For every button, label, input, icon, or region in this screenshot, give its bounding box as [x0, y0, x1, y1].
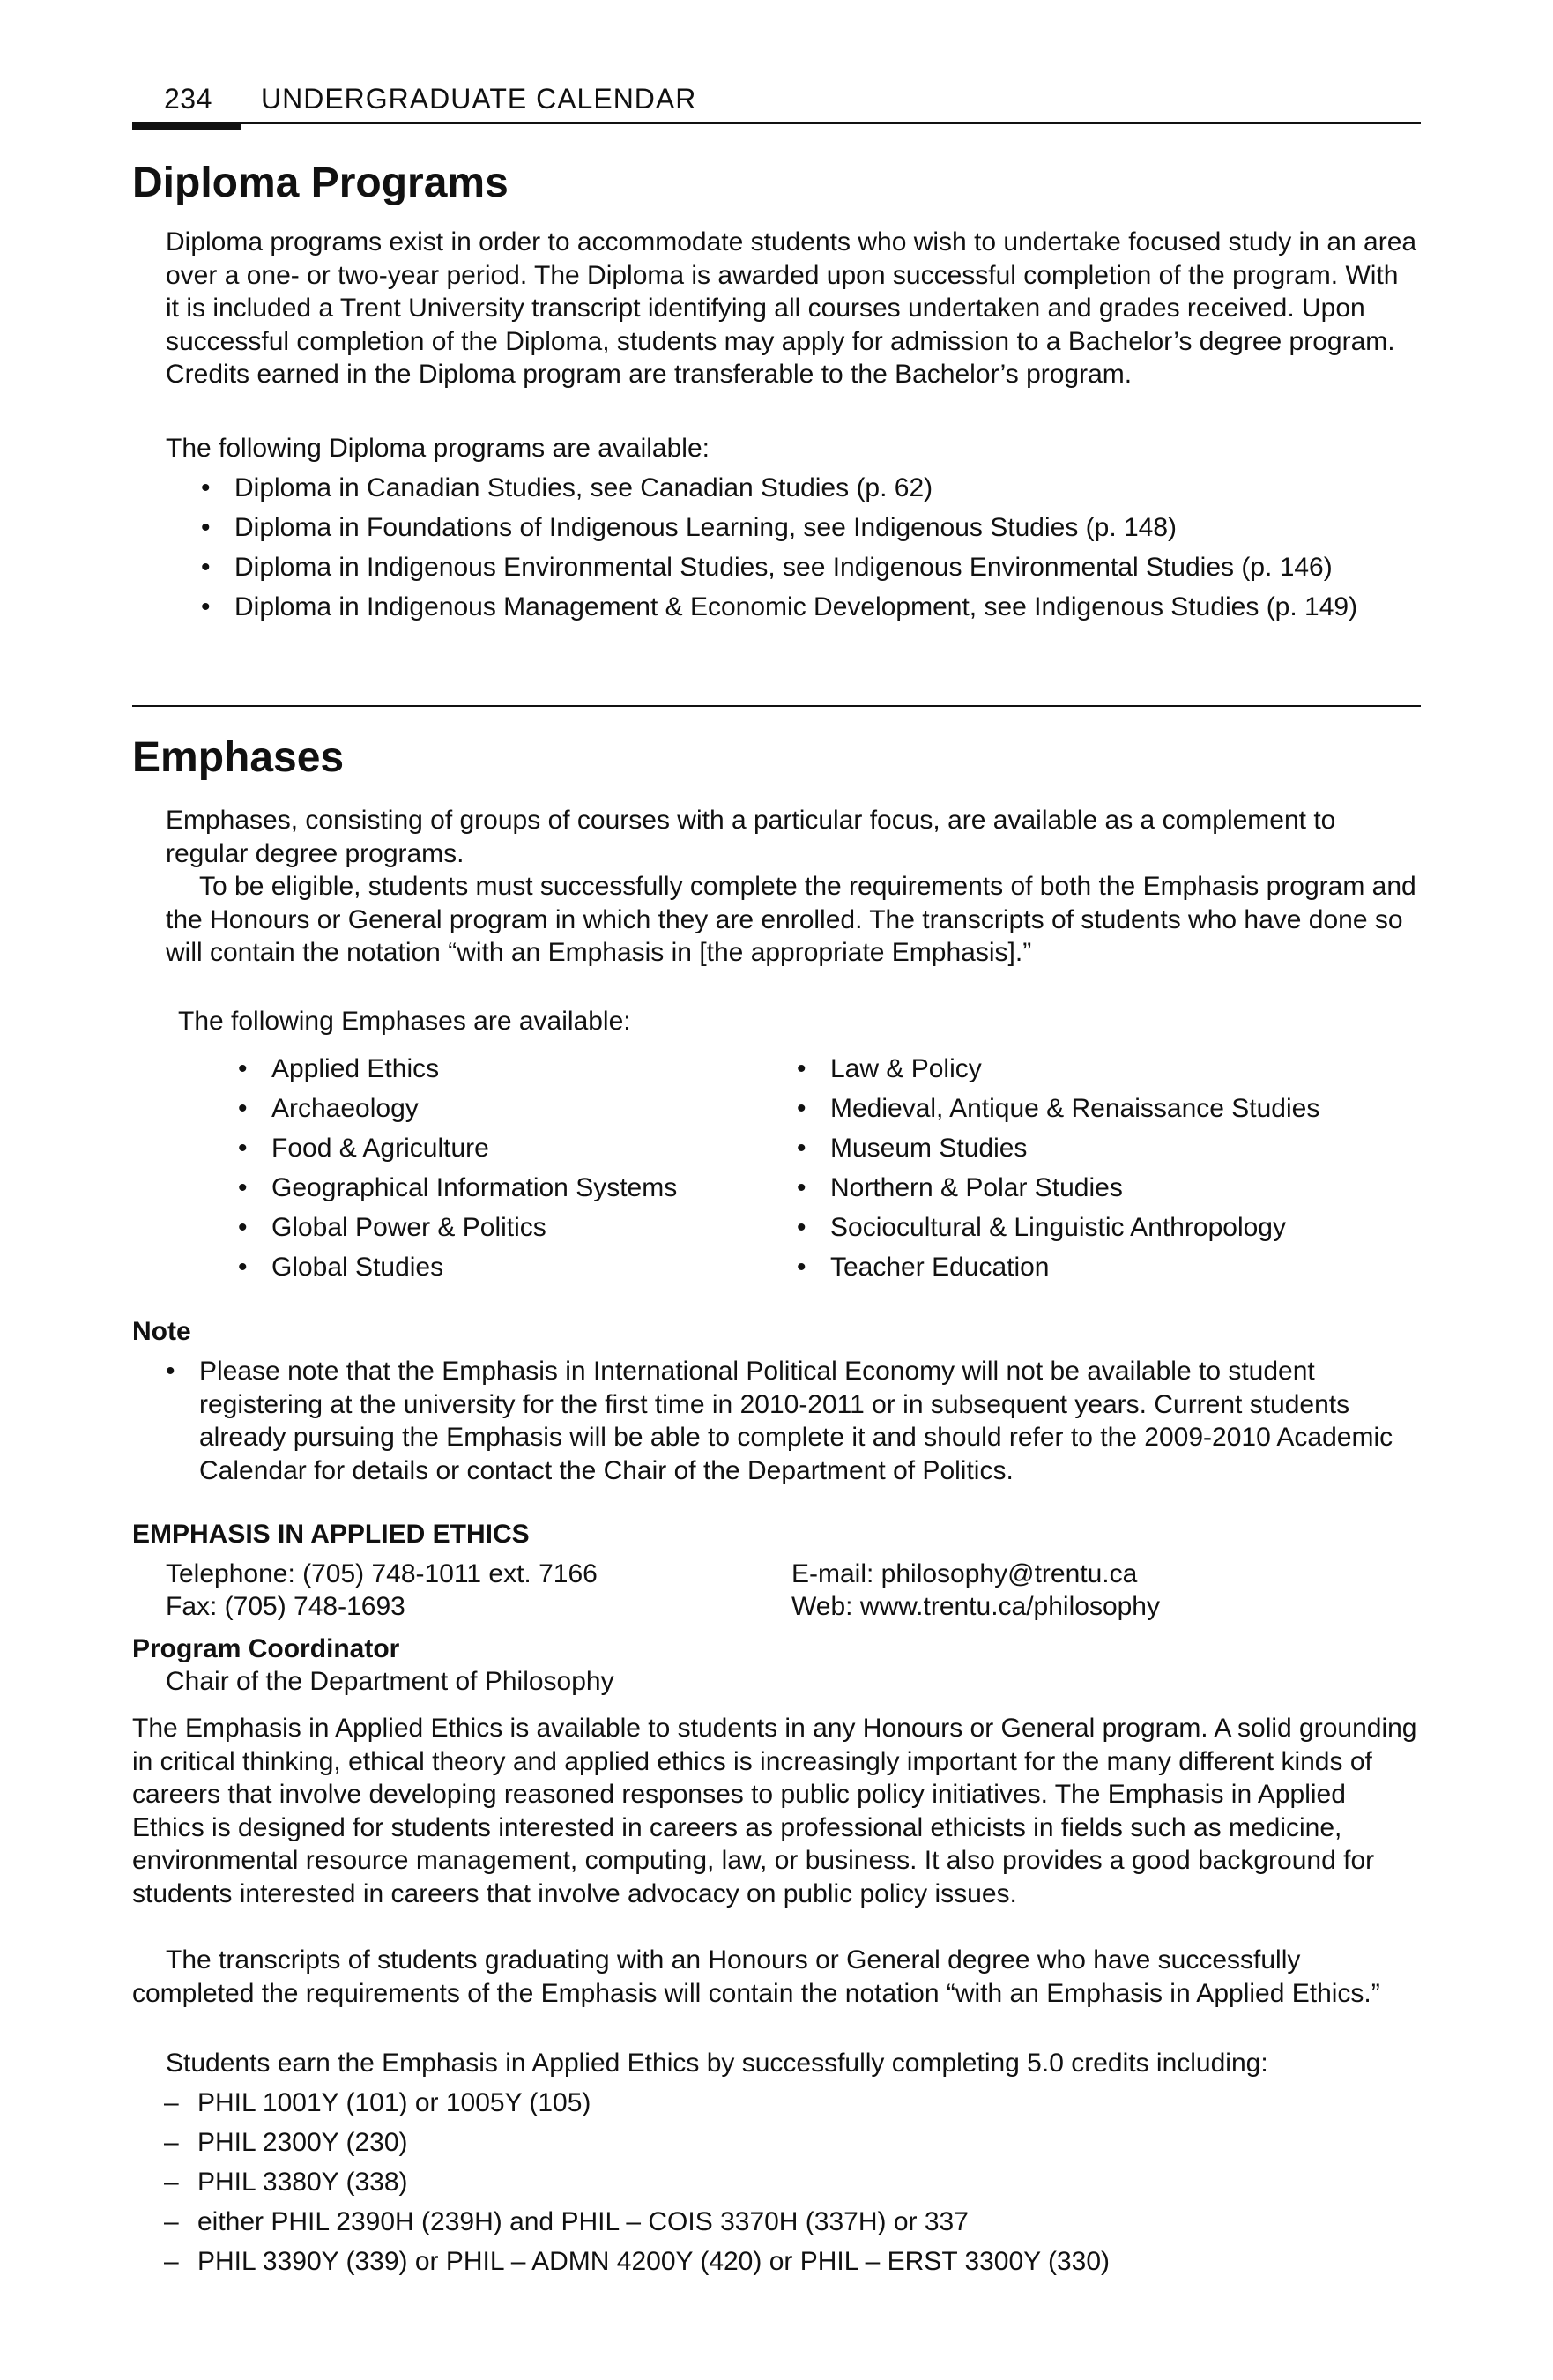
website[interactable]: Web: www.trentu.ca/philosophy — [791, 1592, 1160, 1621]
emphases-col2 — [795, 1049, 1412, 1287]
applied-ethics-heading: EMPHASIS IN APPLIED ETHICS — [132, 1520, 530, 1549]
list-item: • Diploma in Foundations of Indigenous Learning, see Indigenous Studies (p. 148) — [199, 511, 1416, 545]
list-item: • Museum Studies — [795, 1128, 1412, 1168]
list-item: • Food & Agriculture — [236, 1128, 765, 1168]
page — [132, 0, 1421, 2380]
list-item: • Sociocultural & Linguistic Anthropology — [795, 1208, 1412, 1247]
list-item: – PHIL 3380Y (338) — [164, 2166, 1398, 2199]
header-rule — [132, 122, 1421, 124]
telephone: Telephone: (705) 748-1011 ext. 7166 — [166, 1559, 598, 1588]
list-item: – PHIL 3390Y (339) or PHIL – ADMN 4200Y (420) or PHIL – ERST 3300Y (330) — [164, 2245, 1398, 2279]
list-item: • Law & Policy — [795, 1049, 1412, 1089]
applied-ethics-requirements-intro: Students earn the Emphasis in Applied Ethics by successfully completing 5.0 credits including: — [166, 2049, 1268, 2078]
list-item: • Northern & Polar Studies — [795, 1168, 1412, 1208]
email[interactable]: E-mail: philosophy@trentu.ca — [791, 1559, 1138, 1588]
coordinator: Chair of the Department of Philosophy — [166, 1667, 614, 1696]
applied-ethics-description: The Emphasis in Applied Ethics is available to students in any Honours or General program. A solid grounding in critical thinking, ethical theory and applied ethics is increasingly important for the many different kinds of careers that involve developing reasoned responses to public policy initiatives. The Emphasis in Applied Ethics is designed for students interested in careers as professional ethicists in fields such as medicine, environmental resource management, computing, law, or business. It also provides a good background for students interested in careers that involve advocacy on public policy issues. — [132, 1714, 1417, 1908]
emphases-intro: Emphases, consisting of groups of courses with a particular focus, are available as a complement to regular degree programs. — [166, 806, 1336, 868]
list-item: – either PHIL 2390H (239H) and PHIL – COIS 3370H (337H) or 337 — [164, 2205, 1398, 2239]
list-item: • Geographical Information Systems — [236, 1168, 765, 1208]
page-header — [132, 81, 1421, 127]
note-text: • Please note that the Emphasis in International Political Economy will not be available to student registering at the university for the first time in 2010-2011 or in subsequent years. Current students already pursuing the Emphasis will be able to complete it and should refer to the 2009-2010 Academic Calendar for details or contact the Chair of the Department of Politics. — [164, 1355, 1416, 1487]
diploma-list-intro: The following Diploma programs are available: — [166, 434, 710, 463]
list-item: – PHIL 2300Y (230) — [164, 2126, 1398, 2160]
emphases-list-intro: The following Emphases are available: — [178, 1007, 631, 1036]
list-item: • Diploma in Indigenous Management & Economic Development, see Indigenous Studies (p. 149) — [199, 591, 1416, 624]
section-divider — [132, 705, 1421, 707]
requirements-list — [164, 2086, 1398, 2285]
page-number: 234 — [164, 83, 212, 115]
fax: Fax: (705) 748-1693 — [166, 1592, 405, 1621]
list-item: • Global Studies — [236, 1247, 765, 1287]
running-title: UNDERGRADUATE CALENDAR — [261, 83, 697, 115]
diploma-intro: Diploma programs exist in order to accommodate students who wish to undertake focused study in an area over a one- or two-year period. The Diploma is awarded upon successful completion of the program. With it is included a Trent University transcript identifying all courses undertaken and grades received. Upon successful completion of the Diploma, students may apply for admission to a Bachelor’s degree program. Credits earned in the Diploma program are transferable to the Bachelor’s program. — [166, 227, 1417, 389]
list-item: • Diploma in Canadian Studies, see Canadian Studies (p. 62) — [199, 472, 1416, 505]
list-item: • Applied Ethics — [236, 1049, 765, 1089]
diploma-list — [199, 472, 1416, 630]
list-item: • Teacher Education — [795, 1247, 1412, 1287]
list-item: • Diploma in Indigenous Environmental Studies, see Indigenous Environmental Studies (p. 146) — [199, 551, 1416, 584]
header-tab-bar — [132, 122, 241, 130]
coordinator-label: Program Coordinator — [132, 1634, 400, 1663]
list-item: • Medieval, Antique & Renaissance Studies — [795, 1089, 1412, 1128]
list-item: • Global Power & Politics — [236, 1208, 765, 1247]
note-label: Note — [132, 1317, 191, 1346]
note-list — [164, 1355, 1416, 1487]
list-item: • Archaeology — [236, 1089, 765, 1128]
emphases-col1 — [236, 1049, 765, 1287]
emphases-eligibility: To be eligible, students must successfully complete the requirements of both the Emphasis program and the Honours or General program in which they are enrolled. The transcripts of students who have done so will contain the notation “with an Emphasis in [the appropriate Emphasis].” — [166, 872, 1416, 967]
emphases-heading: Emphases — [132, 734, 345, 781]
applied-ethics-transcript-note: The transcripts of students graduating with an Honours or General degree who have successfully completed the requirements of the Emphasis will contain the notation “with an Emphasis in Applied Ethics.” — [132, 1945, 1380, 2008]
list-item: – PHIL 1001Y (101) or 1005Y (105) — [164, 2086, 1398, 2120]
diploma-heading: Diploma Programs — [132, 160, 509, 206]
